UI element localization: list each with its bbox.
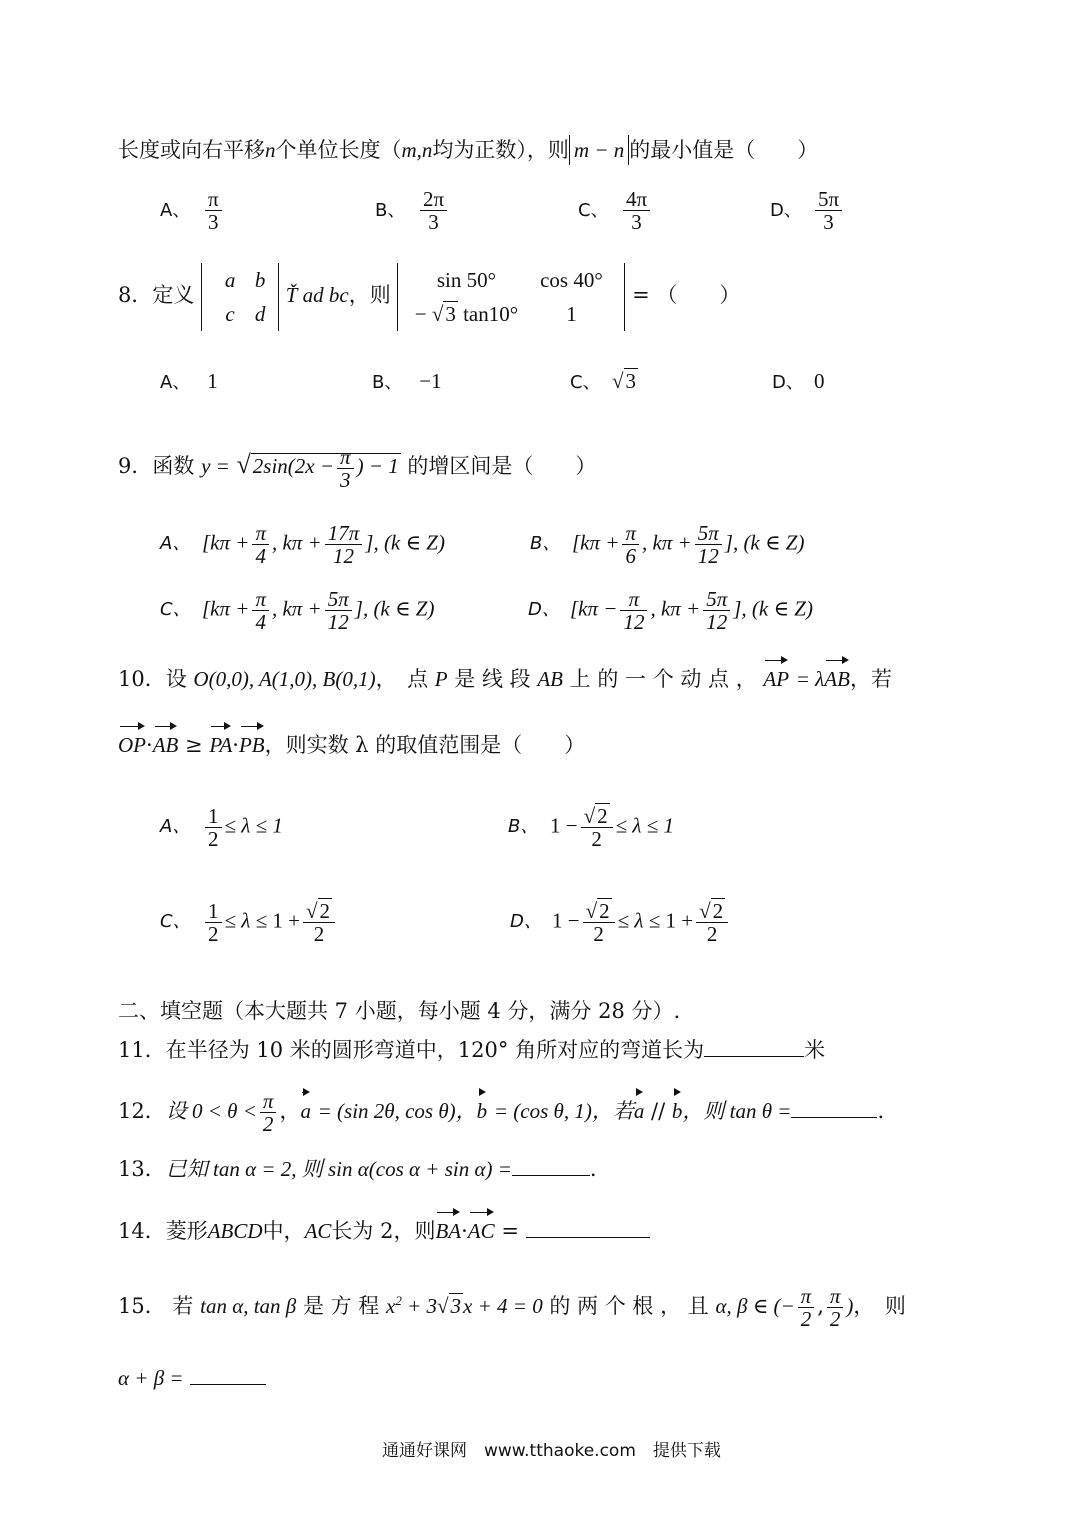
q11-unit: 米 [804, 1038, 826, 1062]
parallel: // [651, 1099, 666, 1124]
vector-a: a [634, 1090, 645, 1126]
denominator: 3 [428, 210, 439, 235]
vector-b: b [672, 1090, 683, 1126]
q10-text: ，则实数 λ 的取值范围是（ ） [264, 733, 586, 757]
fraction [620, 588, 647, 633]
interval-a: [kπ + [202, 596, 250, 621]
vector-pb: PB [239, 724, 265, 760]
q10-text: 设 [165, 667, 187, 691]
matrix-abcd [201, 263, 279, 331]
answer-blank[interactable] [526, 1215, 650, 1238]
question-number: 15． [118, 1294, 166, 1319]
denominator: 12 [697, 544, 719, 569]
interval-b: , kπ + [271, 596, 322, 621]
one-plus: 1 + [665, 908, 694, 933]
denominator: 2 [593, 922, 604, 947]
q15-range: α, β ∈ (− [715, 1294, 795, 1319]
fraction [260, 1090, 277, 1135]
q14-text: 菱形 [165, 1219, 208, 1243]
question-number: 13． [118, 1157, 166, 1181]
q8-then: ，则 [348, 283, 391, 307]
q9-option-d [528, 588, 813, 633]
fraction [583, 900, 615, 945]
numerator: 1 [205, 805, 222, 828]
radicand: 2 [599, 899, 610, 923]
q7-option-a [160, 188, 225, 233]
q9-option-c [160, 588, 434, 633]
interval-a: [kπ + [572, 530, 620, 555]
denominator: 2 [706, 922, 718, 947]
option-label: C、 [160, 911, 191, 933]
numerator: 5π [325, 588, 352, 611]
option-label: D、 [772, 372, 804, 393]
denominator: 6 [625, 544, 636, 569]
q10-option-c [160, 900, 338, 945]
option-label: C、 [160, 599, 191, 621]
denominator: 12 [623, 610, 645, 635]
fraction [827, 1285, 844, 1330]
matrix-trig [397, 263, 625, 331]
interval-c: ], (k ∈ Z) [724, 530, 805, 555]
numerator: π [620, 588, 647, 611]
radicand-a: 2sin(2x − [252, 454, 335, 478]
question-number: 11． [118, 1038, 166, 1062]
option-label: B、 [372, 372, 403, 393]
interval-c: ], (k ∈ Z) [733, 596, 813, 621]
q7-option-d [770, 188, 845, 233]
interval-b: , kπ + [650, 596, 701, 621]
matrix-cell: − √3 tan10° [414, 301, 519, 326]
q8-option-b [372, 366, 442, 398]
q15-text: 是 方 程 [302, 1294, 380, 1319]
denominator: 2 [262, 1112, 274, 1137]
numerator: 17π [325, 522, 363, 545]
q7-var-mn: m,n [401, 138, 433, 162]
section-title-text: 二、填空题（本大题共 7 小题，每小题 4 分，满分 28 分）. [118, 999, 681, 1023]
matrix-cell: sin 50° [436, 267, 497, 292]
denominator: 2 [591, 827, 602, 852]
q15-equation: $x^2 + 3√3x + 4 = 0$ [386, 1293, 543, 1319]
q14-ac: AC [304, 1219, 332, 1243]
q10-segment: AB [537, 667, 563, 691]
numerator: π [622, 522, 639, 545]
eq-post: x + 4 = 0 [463, 1294, 543, 1319]
option-label: C、 [570, 372, 601, 393]
answer-blank[interactable] [190, 1362, 266, 1385]
option-label: A、 [160, 372, 191, 393]
fraction [205, 805, 222, 850]
eq-mid: + 3 [401, 1294, 437, 1319]
fraction [303, 900, 335, 945]
denominator: 3 [823, 210, 834, 235]
numerator: π [205, 188, 222, 211]
denominator: 4 [255, 610, 266, 635]
period: . [589, 1157, 597, 1181]
q12-text: = (sin 2θ, cos θ)， [317, 1099, 477, 1124]
vector-b: b [477, 1090, 488, 1126]
q12-text: = (cos θ, 1)，若 [493, 1099, 634, 1124]
option-label: A、 [160, 533, 191, 555]
numerator: 5π [703, 588, 730, 611]
q15-text: 若 [172, 1294, 194, 1319]
q9-y-eq: y = [201, 454, 230, 478]
q10-option-a [160, 805, 283, 850]
one-minus: 1 − [550, 813, 578, 838]
interval-a: [kπ + [202, 530, 250, 555]
fraction [325, 588, 352, 633]
matrix-cell: 1 [566, 301, 577, 326]
q12 [118, 1090, 884, 1135]
dot: · [146, 733, 153, 757]
vector-op: OP [118, 724, 146, 760]
section-title [118, 996, 680, 1026]
q15-line2 [118, 1362, 266, 1393]
q7-var-n: n [265, 138, 276, 162]
q10-line2 [118, 724, 585, 760]
fraction [623, 188, 650, 233]
interval-a: [kπ − [570, 596, 618, 621]
inequality: ≤ λ ≤ [617, 908, 661, 933]
denominator: 12 [333, 544, 354, 569]
q9-stem [118, 440, 596, 491]
numerator: π [260, 1090, 277, 1113]
vector-ba: BA [435, 1210, 461, 1246]
numerator: 2π [420, 188, 447, 211]
inequality: ≤ λ ≤ 1 [224, 813, 283, 838]
q14-text: 长为 2，则 [331, 1219, 436, 1243]
fraction [337, 446, 354, 491]
answer-blank[interactable] [512, 1153, 590, 1176]
dot: · [461, 1219, 468, 1243]
question-number: 14． [118, 1219, 166, 1243]
q8-option-d [772, 366, 825, 398]
option-label: D、 [770, 200, 802, 222]
option-label: B、 [375, 200, 406, 222]
numerator: π [252, 522, 269, 545]
radicand: 2 [597, 804, 608, 828]
numerator: π [798, 1285, 815, 1308]
q9-option-a [160, 522, 445, 567]
numerator: 1 [205, 900, 222, 923]
denominator: 3 [340, 467, 351, 492]
matrix-cell: cos 40° [540, 267, 603, 292]
q10-option-d [510, 900, 731, 945]
q12-text: ， [279, 1099, 301, 1124]
matrix-cell: b [254, 267, 266, 292]
footer [382, 1436, 721, 1466]
option-label: D、 [528, 599, 560, 621]
interval-b: , kπ + [271, 530, 322, 555]
matrix-cell: a [224, 267, 236, 292]
dot: · [232, 733, 239, 757]
fraction [420, 188, 447, 233]
inequality: ≤ λ ≤ 1 [615, 813, 675, 838]
question-number: 9． [118, 454, 153, 478]
denominator: 4 [255, 544, 266, 569]
vector-ac: AC [468, 1210, 495, 1246]
q7-abs-expr: m − n [569, 135, 629, 165]
vector-ap: AP [763, 658, 789, 694]
q10-line1 [118, 658, 892, 694]
q10-text: 上 的 一 个 动 点 ， [569, 667, 757, 691]
exponent: 2 [395, 1293, 402, 1309]
q14 [118, 1210, 650, 1246]
q7-option-b [375, 188, 450, 233]
option-label: A、 [160, 816, 191, 838]
q10-eq: = λ [795, 667, 825, 691]
option-label: A、 [160, 200, 191, 222]
fraction [581, 805, 613, 850]
q9-pre: 函数 [152, 454, 195, 478]
numerator: 5π [815, 188, 842, 211]
q8-option-a [160, 366, 218, 398]
vector-a: a [300, 1090, 311, 1126]
q9-tail: 的增区间是（ ） [407, 454, 597, 478]
q12-text: 设 0 < θ < [165, 1099, 257, 1124]
one-minus: 1 − [552, 908, 580, 933]
denominator: 3 [631, 210, 642, 235]
vector-ab: AB [153, 724, 179, 760]
option-label: B、 [530, 533, 561, 555]
option-value: 1 [207, 369, 218, 393]
option-label: B、 [508, 816, 539, 838]
denominator: 3 [208, 210, 219, 235]
q11-text: 在半径为 10 米的圆形弯道中，120° 角所对应的弯道长为 [165, 1038, 705, 1062]
eq-x: x [386, 1294, 396, 1319]
numerator: 5π [695, 522, 722, 545]
fraction [695, 522, 722, 567]
q13 [118, 1153, 597, 1184]
radicand: 3 [450, 1294, 462, 1319]
inequality: ≤ λ ≤ [224, 908, 268, 933]
option-label: D、 [510, 911, 542, 933]
option-value: 3 [625, 369, 637, 393]
numerator: 4π [623, 188, 650, 211]
denominator: 2 [800, 1307, 812, 1332]
denominator: 12 [327, 610, 349, 635]
denominator: 2 [208, 922, 219, 947]
q7-stem [118, 135, 818, 165]
q15-text: 的 两 个 根 ， 且 [549, 1294, 709, 1319]
radicand [251, 444, 401, 492]
numerator: π [337, 446, 354, 469]
numerator: √2 [696, 900, 728, 923]
equals: = [501, 1219, 519, 1243]
minus: − [414, 301, 432, 326]
numerator: √2 [581, 805, 613, 828]
denominator: 2 [829, 1307, 841, 1332]
q15-text: ， 则 [853, 1294, 906, 1319]
q8-tail: = （ ） [632, 283, 741, 307]
q14-text: 中， [262, 1219, 305, 1243]
q10-option-b [508, 805, 674, 850]
fraction [205, 188, 222, 233]
denominator: 2 [313, 922, 325, 947]
numerator: π [827, 1285, 844, 1308]
sqrt-expression: √ [236, 450, 251, 479]
footer-text: 通通好课网 www.tthaoke.com 提供下载 [382, 1441, 721, 1461]
radicand-b: ) − 1 [356, 454, 399, 478]
denominator: 2 [208, 827, 219, 852]
option-value: −1 [419, 369, 442, 393]
fraction [622, 522, 639, 567]
matrix-cell: c [225, 301, 235, 326]
q10-text: ，若 [849, 667, 892, 691]
question-number: 12． [118, 1099, 166, 1124]
radicand: 3 [445, 301, 456, 326]
q8-definition: Ť ad bc [285, 283, 349, 307]
q11 [118, 1034, 825, 1065]
q15-line1 [118, 1285, 906, 1330]
q10-text: 是 线 段 [454, 667, 531, 691]
q7-text-d: 的最小值是（ ） [629, 138, 819, 162]
fraction [815, 188, 842, 233]
vector-ab: AB [824, 658, 850, 694]
one-plus: 1 + [272, 908, 300, 933]
fraction [325, 522, 363, 567]
comma: , [817, 1294, 824, 1319]
matrix-cell: d [254, 301, 266, 326]
q7-option-c [578, 188, 653, 233]
numerator: π [252, 588, 269, 611]
period: . [877, 1099, 885, 1124]
q15-roots: tan α, tan β [200, 1294, 297, 1319]
q10-point-p: P [434, 667, 448, 691]
q8-option-c: C、 √3 [570, 366, 638, 398]
fraction [696, 900, 728, 945]
interval-c: ], (k ∈ Z) [354, 596, 435, 621]
q8-define: 定义 [152, 283, 195, 307]
option-value: 0 [814, 369, 825, 393]
close-paren: ) [846, 1294, 854, 1319]
q12-text: ，则 tan θ = [682, 1099, 792, 1124]
q9-option-b [530, 522, 804, 567]
radicand: 2 [319, 899, 331, 923]
radicand: 2 [712, 899, 724, 923]
fraction [703, 588, 730, 633]
q8-stem [118, 260, 740, 331]
denominator: 12 [706, 610, 728, 635]
ge: ≥ [185, 733, 203, 757]
q10-points: O(0,0), A(1,0), B(0,1) [193, 667, 376, 691]
q7-text-a: 长度或向右平移 [118, 138, 265, 162]
q15-answer-label: α + β = [118, 1366, 184, 1390]
answer-blank[interactable] [791, 1095, 877, 1118]
question-number: 8． [118, 283, 153, 307]
q13-text: 已知 tan α = 2, 则 sin α(cos α + sin α) = [165, 1157, 512, 1181]
q10-text: ， 点 [375, 667, 429, 691]
numerator: √2 [583, 900, 615, 923]
fraction [798, 1285, 815, 1330]
interval-c: ], (k ∈ Z) [365, 530, 445, 555]
answer-blank[interactable] [704, 1034, 804, 1057]
q7-text-b: 个单位长度（ [275, 138, 402, 162]
fraction [252, 588, 269, 633]
fraction [205, 900, 222, 945]
option-label: C、 [578, 200, 609, 222]
question-number: 10． [118, 667, 166, 691]
fraction [252, 522, 269, 567]
vector-pa: PA [209, 724, 232, 760]
tan-term: tan10° [457, 301, 519, 326]
numerator: √2 [303, 900, 335, 923]
interval-b: , kπ + [641, 530, 692, 555]
q7-text-c: 均为正数），则 [432, 138, 569, 162]
q14-abcd: ABCD [207, 1219, 263, 1243]
